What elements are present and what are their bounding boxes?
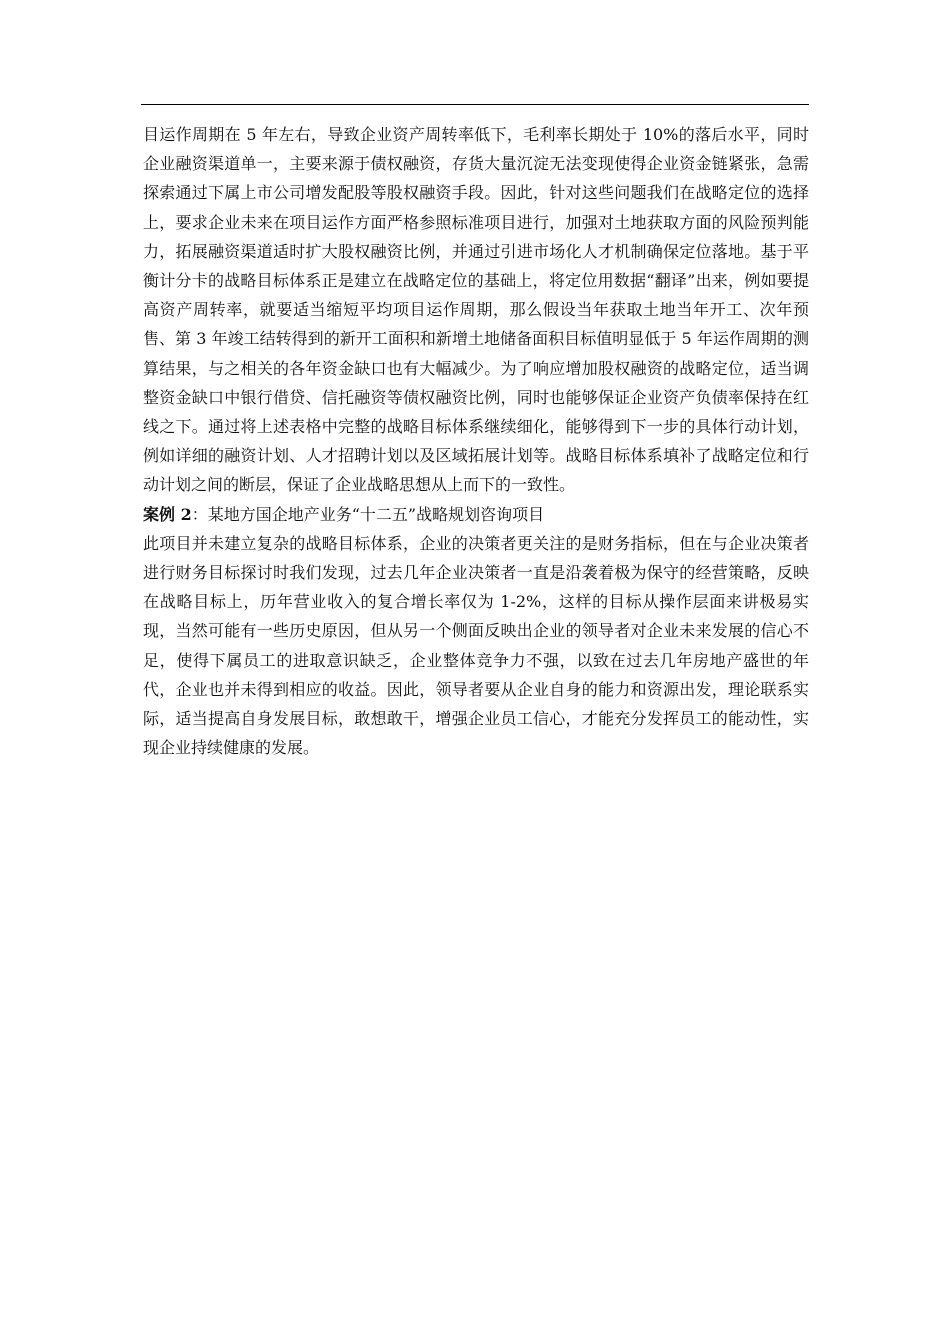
case-2-title: ：某地方国企地产业务“十二五”战略规划咨询项目 [191,504,545,524]
header-rule [141,104,809,105]
case-2-label: 案例 2 [143,504,192,524]
document-body [143,120,809,762]
paragraph-1: 目运作周期在 5 年左右，导致企业资产周转率低下，毛利率长期处于 10%的落后水平，同时企业融资渠道单一，主要来源于债权融资，存货大量沉淀无法变现使得企业资金链紧张，急需探索通过下属上市公司增发配股等股权融资手段。因此，针对这些问题我们在战略定位的选择上，要求企业未来在项目运作方面严格参照标准项目进行，加强对土地获取方面的风险预判能力，拓展融资渠道适时扩大股权融资比例，并通过引进市场化人才机制确保定位落地。基于平衡计分卡的战略目标体系正是建立在战略定位的基础上，将定位用数据“翻译”出来，例如要提高资产周转率，就要适当缩短平均项目运作周期，那么假设当年获取土地当年开工、次年预售、第 3 年竣工结转得到的新开工面积和新增土地储备面积目标值明显低于 5 年运作周期的测算结果，与之相关的各年资金缺口也有大幅减少。为了响应增加股权融资的战略定位，适当调整资金缺口中银行借贷、信托融资等债权融资比例，同时也能够保证企业资产负债率保持在红线之下。通过将上述表格中完整的战略目标体系继续细化，能够得到下一步的具体行动计划，例如详细的融资计划、人才招聘计划以及区域拓展计划等。战略目标体系填补了战略定位和行动计划之间的断层，保证了企业战略思想从上而下的一致性。 [143,125,809,495]
paragraph-2: 此项目并未建立复杂的战略目标体系，企业的决策者更关注的是财务指标，但在与企业决策者进行财务目标探讨时我们发现，过去几年企业决策者一直是沿袭着极为保守的经营策略，反映在战略目标上，历年营业收入的复合增长率仅为 1-2%，这样的目标从操作层面来讲极易实现，当然可能有一些历史原因，但从另一个侧面反映出企业的领导者对企业未来发展的信心不足，使得下属员工的进取意识缺乏，企业整体竞争力不强，以致在过去几年房地产盛世的年代，企业也并未得到相应的收益。因此，领导者要从企业自身的能力和资源出发，理论联系实际，适当提高自身发展目标，敢想敢干，增强企业员工信心，才能充分发挥员工的能动性，实现企业持续健康的发展。 [143,533,809,758]
case-2-heading [143,500,809,529]
